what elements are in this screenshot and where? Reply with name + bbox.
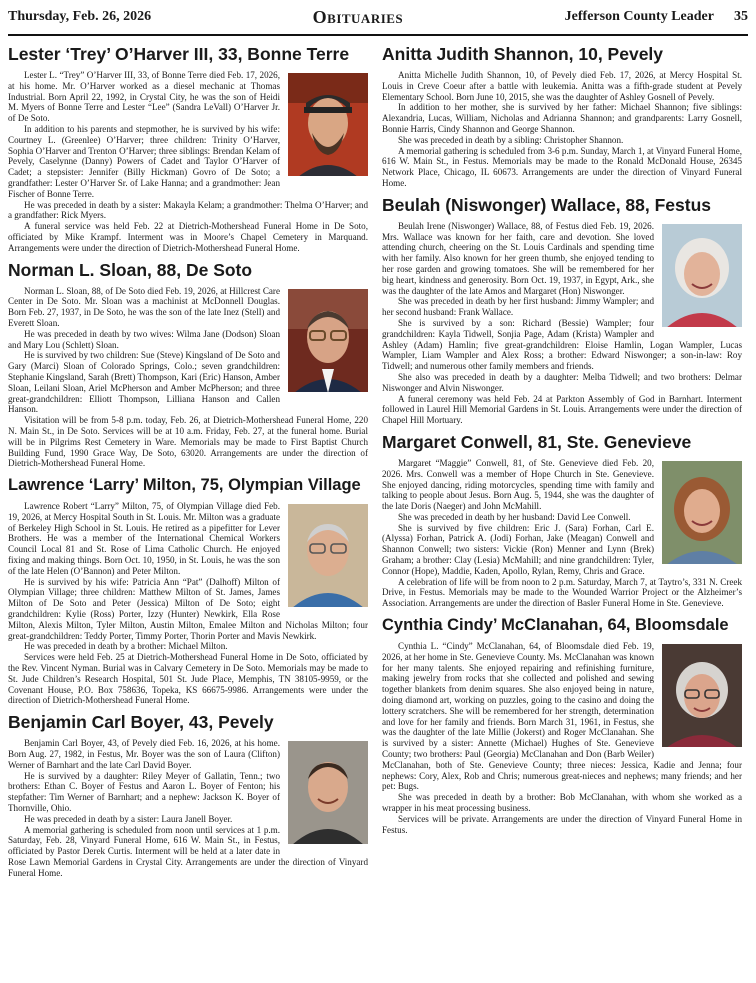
portrait-photo <box>662 643 742 747</box>
obituary-paragraph: Visitation will be from 5-8 p.m. today, Feb. 26, at Dietrich-Mothershead Funeral Home, 220 N. Main St., in De Soto. Services will be at 10 a.m. Friday, Feb. 27, at the funeral home. Burial will be in Pilgrims Rest Cemetery in Ware. Memorials may be made to First Baptist Church Building Fund, 1990 Grace Way, De Soto, 63020. Arrangements are under the direction of Dietrich-Mothershead Funeral Home. <box>8 415 368 469</box>
obituary-paragraph: Norman L. Sloan, 88, of De Soto died Feb. 19, 2026, at Hillcrest Care Center in De Soto. Mr. Sloan was a machinist at McDonnell Douglas. Born Feb. 27, 1937, in De Soto, he was the son of the late Inez (Stell) and Everett Sloan. <box>8 285 280 328</box>
obituary-paragraph: In addition to his parents and stepmother, he is survived by his wife: Courtney L. (Greenlee) O’Harver; three children: Trinity O’Harver, Sophia O’Harver and Trenton O’Harver; three siblings: Brendan Kelam of Pevely, Caselynne (Danny) Powers of Cadet and Taylor O’Harver of Cadet; a stepsister: Jennifer (Billy Hickman) Govro of De Soto; a grandfather: Lester O’Harver Sr. of Lake Hanna; and a grandmother: Jean Fischer of Bonne Terre. <box>8 123 280 199</box>
obituary-headline: Lester ‘Trey’ O’Harver III, 33, Bonne Terre <box>8 44 350 64</box>
obituary-paragraph: She was preceded in death by a brother: Bob McClanahan, with whom she worked as a wrapper in his meat processing business. <box>382 792 742 814</box>
obituary-headline: Anitta Judith Shannon, 10, Pevely <box>382 44 664 64</box>
portrait-man-smiling <box>288 740 368 844</box>
obituary-boyer <box>8 712 368 878</box>
obituary-paragraph: A memorial gathering is scheduled from 3-6 p.m. Sunday, March 1, at Vinyard Funeral Home, 616 W. Main St., in Festus. Memorials may be made to the Ronald McDonald House, 26345 Network Place, Chicago, IL 60673. Arrangements are under the direction of Vinyard Funeral Home. <box>382 145 742 188</box>
portrait-woman-glasses <box>662 643 742 747</box>
obituary-paragraph: He is survived by his wife: Patricia Ann “Pat” (Dalhoff) Milton of Olympian Village; three children: Matthew Milton of St. James, James Milton of De Soto and Peter (Jessica) Milton of De Soto; eight grandchildren: Kylie (Ross) Porter, Izzy (Hunter) Newkirk, Ella Rose Milton, Alexis Milton, Tyler Milton, Austin Milton, Emalee Milton and Nicholas Milton; four great-grandchildren: Teddy Porter, Timmy Porter, Thorin Porter and Mavis Newkirk. <box>8 576 368 641</box>
obituary-paragraph: In addition to her mother, she is survived by her father: Michael Shannon; five siblings: Alexandria, Lucas, William, Nicholas and Adrianna Shannon; and grandparents: Larry Gosnell, Bonnie Harris, Cindy Shannon and George Shannon. <box>382 102 742 134</box>
obituary-milton <box>8 475 368 706</box>
left-column <box>8 42 368 885</box>
obituary-wallace <box>382 195 742 426</box>
portrait-woman-auburn-hair <box>662 460 742 564</box>
obituary-headline: Margaret Conwell, 81, Ste. Genevieve <box>382 431 692 452</box>
obituary-paragraph: He was preceded in death by a brother: Michael Milton. <box>24 641 228 652</box>
section-title: Obituaries <box>312 6 404 27</box>
obituary-paragraph: Beulah Irene (Niswonger) Wallace, 88, of Festus died Feb. 19, 2026. Mrs. Wallace was known for her faith, care and devotion. She loved attending church, cheering on the St. Louis Cardinals and spending time with her family. Also known for her green thumb, she enjoyed tending to her rose garden and growing tomatoes. She will be remembered for her big heart, kindness and generosity. Born Oct. 19, 1937, in Egypt, Ark., she was the daughter of the late Amos and Margaret (Hon) Niswonger. <box>382 220 654 296</box>
obituary-paragraph: She was preceded in death by a sibling: Christopher Shannon. <box>398 134 624 145</box>
obituary-paragraph: Benjamin Carl Boyer, 43, of Pevely died Feb. 16, 2026, at his home. Born Aug. 27, 1982, in Festus, Mr. Boyer was the son of Laura (Clifton) Werner of Barnhart and the late Carl David Boyer. <box>8 738 280 770</box>
obituary-headline: Benjamin Carl Boyer, 43, Pevely <box>8 712 274 733</box>
obituary-harver <box>8 44 368 254</box>
obituary-headline: Beulah (Niswonger) Wallace, 88, Festus <box>382 194 712 215</box>
portrait-photo <box>288 740 368 844</box>
portrait-man-glasses <box>288 288 368 392</box>
portrait-woman-white-hair <box>662 223 742 327</box>
obituary-shannon <box>382 44 742 189</box>
columns <box>8 36 748 885</box>
obituary-paragraph: He was preceded in death by a sister: Makayla Kelam; a grandmother: Thelma O’Harver; and a grandfather: Rick Myers. <box>8 199 368 221</box>
obituary-paragraph: She was preceded in death by her husband: David Lee Conwell. <box>398 511 631 522</box>
obituary-paragraph: She was preceded in death by her first husband: Jimmy Wampler; and her second husband: Frank Wallace. <box>382 296 654 318</box>
obituary-paragraph: She is survived by a son: Richard (Bessie) Wampler; four grandchildren: Kayla Tidwell, Sonjia Page, Adam (Krista) Wampler and Ashley (Adam) Hamlin; five great-grandchildren: Eloise Hamlin, Logan Wampler, Lucas Wampler, Liam Wampler and Alex Ross; a brother: Edward Niswonger; a son-in-law: Roy Tidwell; and numerous other family members and friends. <box>382 317 742 372</box>
obituary-paragraph: He was preceded in death by a sister: Laura Janell Boyer. <box>24 813 233 824</box>
publication-name: Jefferson County Leader <box>564 9 714 24</box>
portrait-man-blue-shirt <box>288 503 368 607</box>
obituary-paragraph: He is survived by two children: Sue (Steve) Kingsland of De Soto and Gary (Marci) Sloan of Colorado Springs, Colo.; seven grandchildren: Stephanie Kingsland, Sarah (Brett) Thompson, Kari (Eric) Hanson, Amber Sloan, Leilani Sloan, Ariel McPherson and Amber McPherson; and three great-grandchildren: Elliott Thompson, Lilliana Hanson and Callen Hanson. <box>8 350 280 415</box>
right-column <box>382 42 742 885</box>
obituary-paragraph: A funeral service was held Feb. 22 at Dietrich-Mothershead Funeral Home in De Soto, officiated by Mike Krampf. Interment was in Moore’s Chapel Cemetery in Marquand. Arrangements were under the direction of Dietrich-Mothershead Funeral Home. <box>8 221 368 253</box>
portrait-man-cap <box>288 72 368 176</box>
obituary-headline: Cynthia Cindy’ McClanahan, 64, Bloomsdale <box>382 616 729 635</box>
issue-date: Thursday, Feb. 26, 2026 <box>8 9 152 24</box>
portrait-photo <box>662 223 742 327</box>
obituary-paragraph: She also was preceded in death by a daughter: Melba Tidwell; and two brothers: Delmar Niswonger and Alvin Niswonger. <box>382 371 742 393</box>
obituary-paragraph: Lester L. “Trey” O’Harver III, 33, of Bonne Terre died Feb. 17, 2026, at his home. Mr. O’Harver worked as a diesel mechanic at Thomas Industrial. Born April 22, 1992, in Crystal City, he was the son of Heidi M. Myers of Bonne Terre and Lester “Lee” (Sandra LeVall) O’Harver Jr. of De Soto. <box>8 70 280 124</box>
obituary-paragraph: Cynthia L. “Cindy” McClanahan, 64, of Bloomsdale died Feb. 19, 2026, at her home in Ste. Genevieve County. Ms. McClanahan was known for her many talents. She enjoyed repairing and refinishing furniture, making jewelry from rocks that she collected and polished and sewing together blankets from denim squares. She also enjoyed being in nature, doing diamond art, working on puzzles, going to the casino and doing the lottery scratchers. She will be remembered for her strength, determination and love for her family and friends. Born March 31, 1961, in Festus, she was the daughter of the late Millie (Jokerst) and Roger McClanahan. She is survived by a sister: Annette (Michael) Hughes of Ste. Genevieve County; two brothers: Paul (Georgia) McClanahan and Don (Barb Weiler) McClanahan, both of Ste. Genevieve County; three nieces: Jessica, Kadie and Jenna; four nephews: Cory, Alex, Rob and Chris; numerous great-nieces and nephews; many friends; and her pet: Bugs. <box>382 641 742 792</box>
obituary-headline: Norman L. Sloan, 88, De Soto <box>8 259 253 280</box>
obituary-paragraph: A funeral ceremony was held Feb. 24 at Parkton Assembly of God in Barnhart. Interment followed in Laurel Hill Memorial Gardens in St. Louis. Arrangements were under the direction of Chapel Hill Mortuary. <box>382 393 742 426</box>
obituary-paragraph: Services will be private. Arrangements are under the direction of Vinyard Funeral Home in Festus. <box>382 813 742 835</box>
portrait-photo <box>288 503 368 607</box>
obituary-paragraph: Lawrence Robert “Larry” Milton, 75, of Olympian Village died Feb. 19, 2026, at Mercy Hospital South in St. Louis. Mr. Milton was a graduate of Berkeley High School in St. Louis. He retired as a pipefitter for Lever Brothers. He was a member of the International Chemical Workers Council Local 81 and St. Rose of Lima Catholic Church. He enjoyed fixing and making things. Born Oct. 10, 1950, in St. Louis, he was the son of the late Helen (O’Bannon) and Peter Milton. <box>8 501 280 576</box>
obituary-mcclanahan <box>382 615 742 835</box>
obituary-paragraph: Services were held Feb. 25 at Dietrich-Mothershead Funeral Home in De Soto, officiated by the Rev. Vincent Nyman. Burial was in Calvary Cemetery in De Soto. Memorials may be made to St. Jude Children’s Research Hospital, 501 St. Jude Place, Memphis, TN 38105-9959, or the Covenant House, P.O. Box 758636, Topeka, KS 66675-9986. Arrangements were under the direction of Dietrich-Mothershead Funeral Home. <box>8 652 368 706</box>
obituary-paragraph: She is survived by five children: Eric J. (Sara) Forhan, Carl E. (Alyssa) Forhan, Patrick A. (Jodi) Forhan, Jake (Meagan) Conwell and Shannon Conwell; two sisters: Vickie (Ron) Menner and Lynn (Brek) Graham; a brother: Clay (Lesia) McMahill; and nine grandchildren: Tyler, Connor (Hope), Maddie, Kaden, Apollo, Rylan, Remy, Chris and Grace. <box>382 522 654 576</box>
page-number: 35 <box>733 9 748 24</box>
portrait-photo <box>288 72 368 176</box>
obituary-paragraph: He is survived by a daughter: Riley Meyer of Gallatin, Tenn.; two brothers: Ethan C. Boyer of Festus and Aaron L. Boyer of Fenton; his stepfather: Tim Werner of Barnhart; and a nephew: Jackson K. Boyer of Thornville, Ohio. <box>8 770 280 814</box>
obituary-paragraph: Margaret “Maggie” Conwell, 81, of Ste. Genevieve died Feb. 20, 2026. Mrs. Conwell was a member of Hope Church in Ste. Genevieve. She enjoyed dancing, riding motorcycles, spending time with family and talking to people about Jesus. Born Aug. 5, 1944, she was the daughter of the late Doris (Naeger) and John McMahill. <box>382 457 654 512</box>
obituary-sloan <box>8 260 368 470</box>
obituary-paragraph: A memorial gathering is scheduled from noon until services at 1 p.m. Saturday, Feb. 28, Vinyard Funeral Home, 616 W. Main St., in Festus, officiated by Pastor Derek Curtis. Interment will be held at a later date in Rose Lawn Memorial Gardens in Crystal City. Arrangements are under the direction of Vinyard Funeral Home. <box>8 824 368 878</box>
portrait-photo <box>288 288 368 392</box>
page-header <box>8 0 748 36</box>
obituary-paragraph: Anitta Michelle Judith Shannon, 10, of Pevely died Feb. 17, 2026, at Mercy Hospital St. Louis in Creve Coeur after a battle with leukemia. Anitta was a fifth-grade student at Pevely Elementary School. Born June 10, 2015, she was the daughter of Ashley Gosnell of Pevely. <box>382 70 742 102</box>
obituary-headline: Lawrence ‘Larry’ Milton, 75, Olympian Village <box>8 476 361 495</box>
portrait-photo <box>662 460 742 564</box>
obituary-paragraph: A celebration of life will be from noon to 2 p.m. Saturday, March 7, at Taytro’s, 331 N. Creek Drive, in Festus. Memorials may be made to the Wounded Warrior Project or the Alzheimer’s Association. Arrangements are under the direction of Basler Funeral Home in Ste. Genevieve. <box>382 576 742 609</box>
obituary-paragraph: He was preceded in death by two wives: Wilma Jane (Dodson) Sloan and Mary Lou (Schlett) Sloan. <box>8 328 280 350</box>
obituary-conwell <box>382 432 742 609</box>
